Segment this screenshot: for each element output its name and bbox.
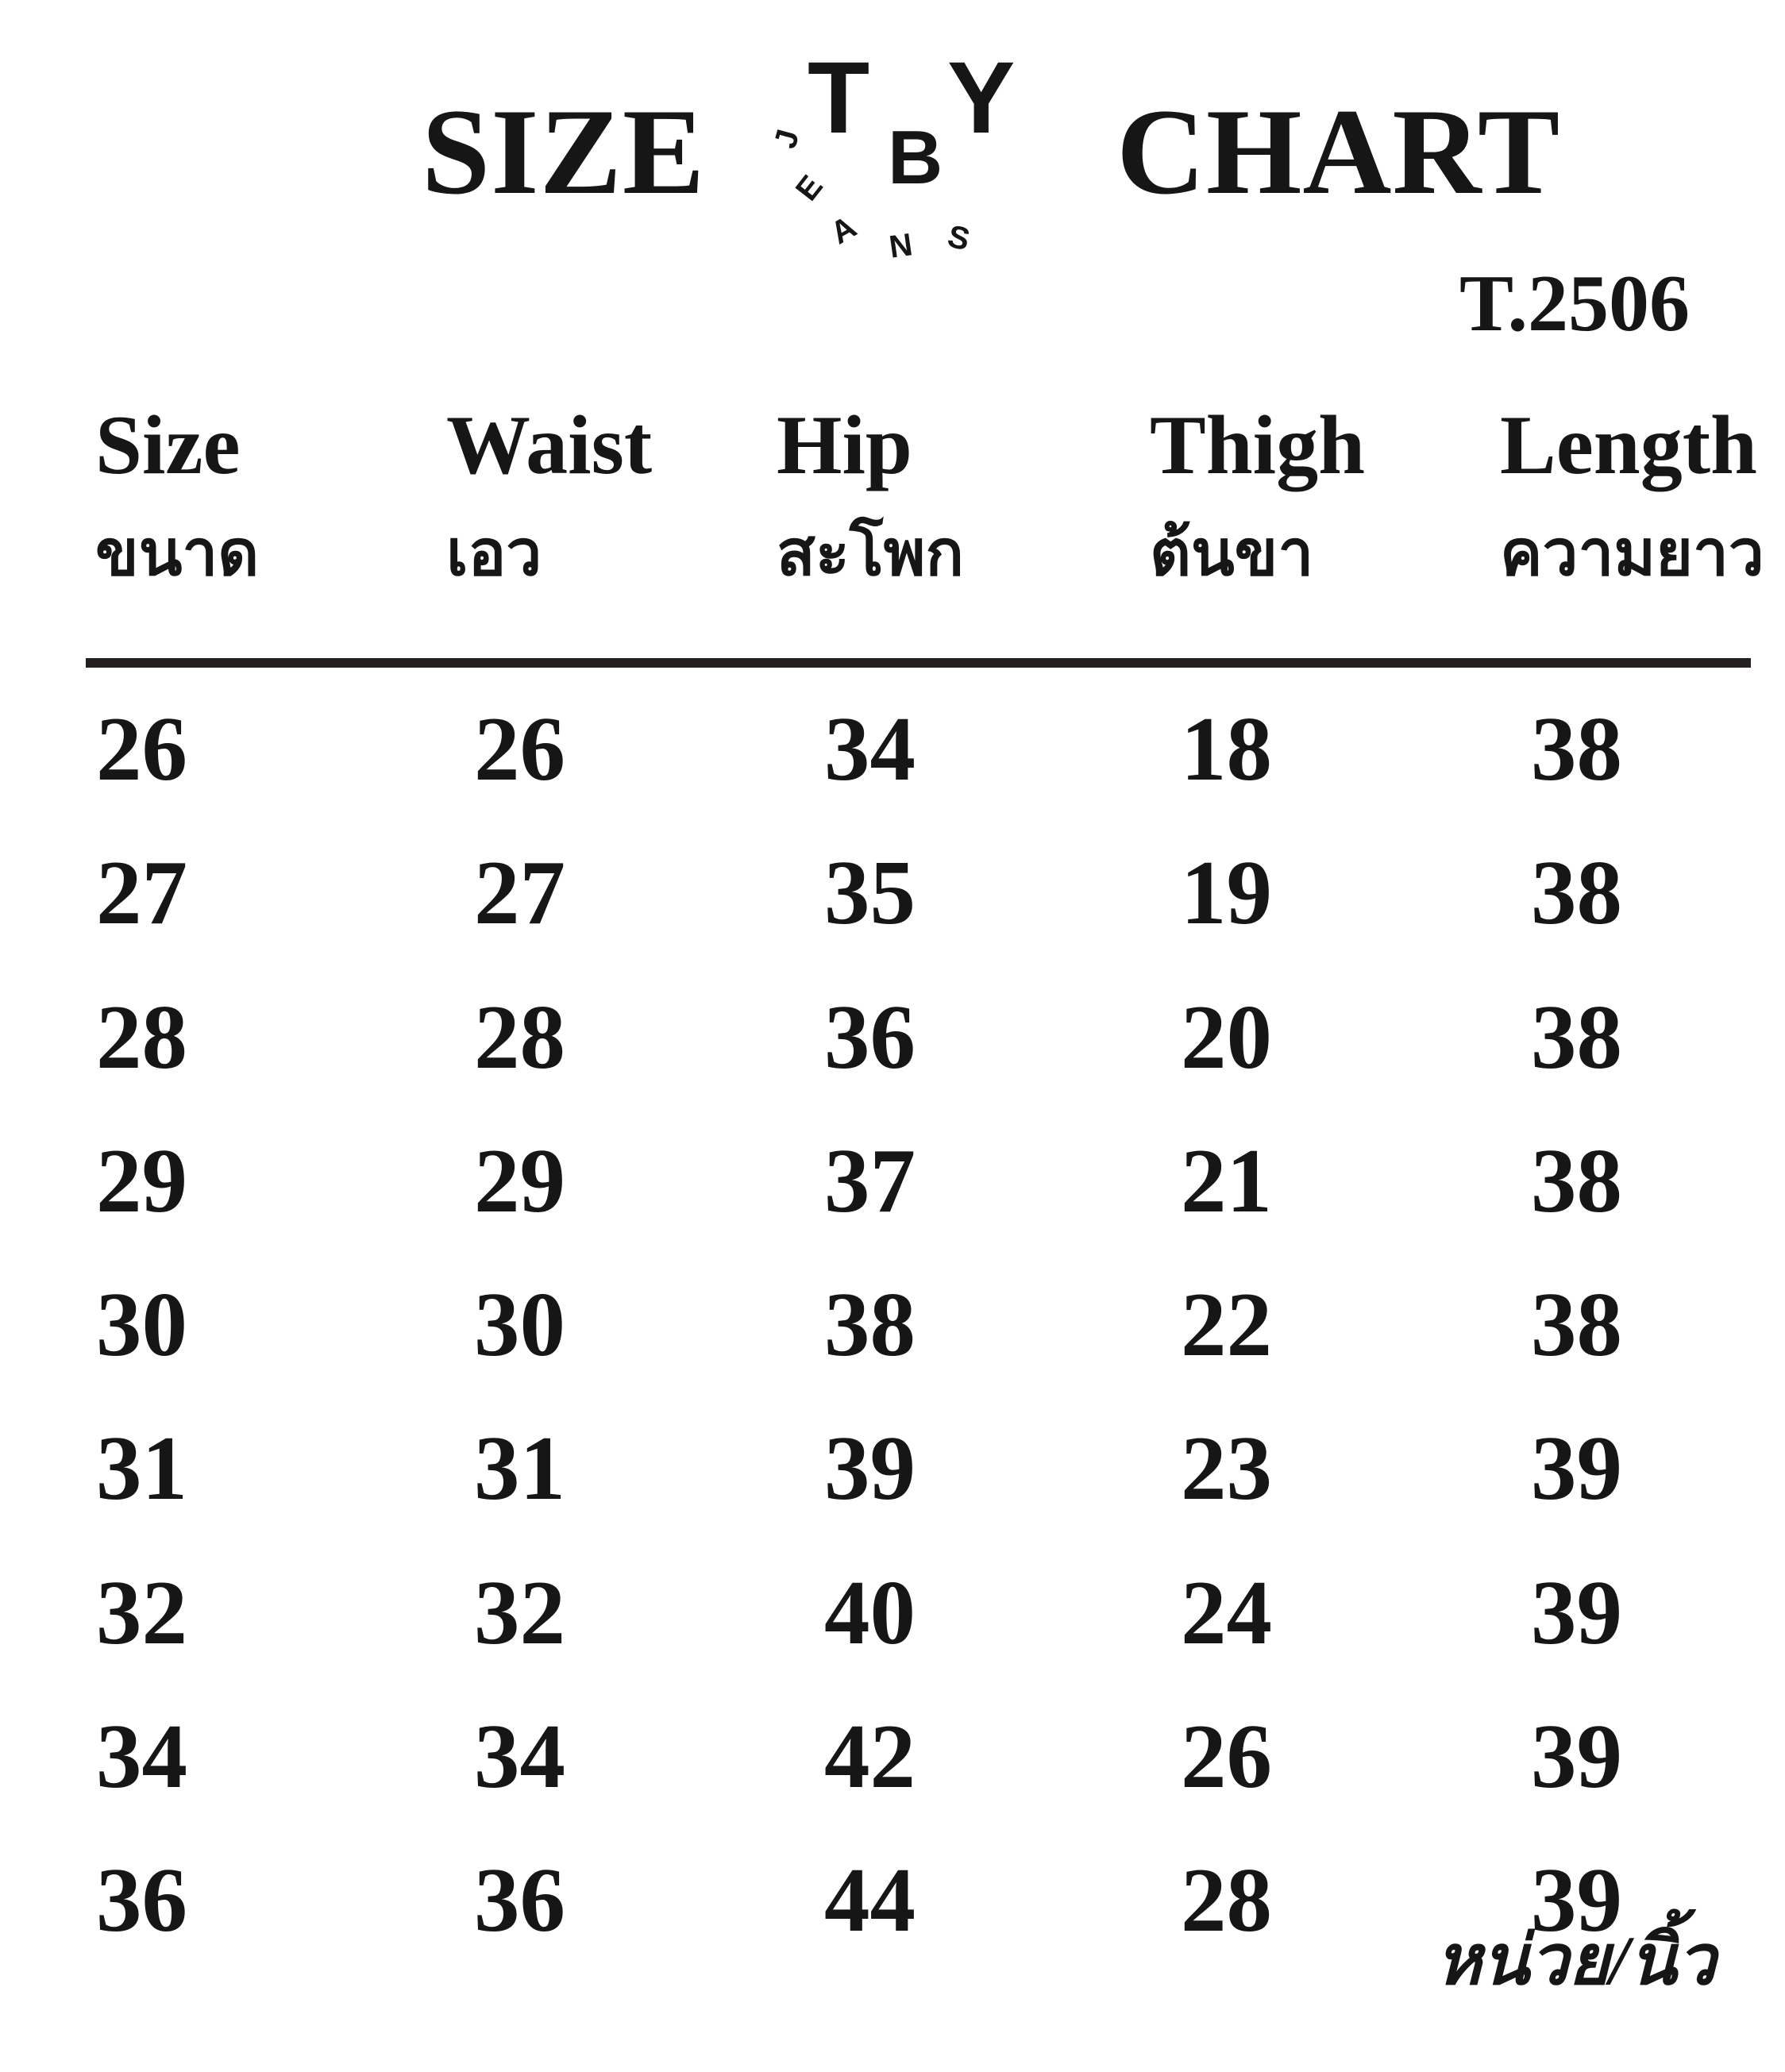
column-header-thigh-th: ต้นขา xyxy=(1150,519,1314,589)
cell: 28 xyxy=(474,986,565,1088)
model-code: T.2506 xyxy=(1459,259,1690,349)
cell: 38 xyxy=(1531,842,1622,944)
table-row xyxy=(96,842,1756,991)
cell: 42 xyxy=(824,1706,916,1808)
column-header-size-th: ขนาด xyxy=(95,519,260,589)
table-row xyxy=(96,986,1756,1135)
column-header-length-en: Length xyxy=(1500,399,1757,491)
header-divider-line xyxy=(86,658,1751,668)
cell: 39 xyxy=(1531,1850,1622,1951)
column-header-waist-en: Waist xyxy=(446,399,653,491)
logo-arc-letter-j: J xyxy=(767,125,807,152)
cell: 34 xyxy=(474,1706,565,1808)
cell: 38 xyxy=(1531,1274,1622,1376)
column-header-length xyxy=(1500,399,1764,594)
cell: 38 xyxy=(1531,1130,1622,1231)
table-row xyxy=(96,1130,1756,1279)
cell: 26 xyxy=(1181,1706,1272,1808)
logo-letter-t: T xyxy=(808,41,870,155)
cell: 32 xyxy=(96,1562,187,1663)
cell: 34 xyxy=(824,699,916,799)
column-header-hip-en: Hip xyxy=(777,399,912,491)
title-size-word: SIZE xyxy=(422,83,706,220)
cell: 37 xyxy=(824,1130,916,1231)
unit-note: หน่วย/นิ้ว xyxy=(1435,1923,1716,2000)
cell: 35 xyxy=(824,842,916,944)
cell: 36 xyxy=(96,1850,187,1951)
cell: 27 xyxy=(474,842,565,944)
table-row xyxy=(96,699,1756,847)
cell: 38 xyxy=(824,1274,916,1376)
cell: 38 xyxy=(1531,986,1622,1088)
cell: 34 xyxy=(96,1706,187,1808)
cell: 31 xyxy=(474,1418,565,1519)
table-row xyxy=(96,1418,1756,1566)
cell: 27 xyxy=(96,842,187,944)
table-row xyxy=(96,1274,1756,1423)
cell: 39 xyxy=(824,1418,916,1519)
logo-arc-letter-s: S xyxy=(944,218,973,258)
table-header-row xyxy=(95,399,1764,594)
column-header-thigh xyxy=(1150,399,1500,594)
cell: 39 xyxy=(1531,1418,1622,1519)
cell: 38 xyxy=(1531,699,1622,799)
cell: 29 xyxy=(474,1130,565,1231)
cell: 29 xyxy=(96,1130,187,1231)
column-header-size xyxy=(95,399,446,594)
tby-jeans-logo xyxy=(754,32,1040,270)
cell: 22 xyxy=(1181,1274,1272,1376)
table-body xyxy=(96,699,1756,1999)
column-header-thigh-en: Thigh xyxy=(1150,399,1366,491)
cell: 20 xyxy=(1181,986,1272,1088)
cell: 21 xyxy=(1181,1130,1272,1231)
column-header-waist-th: เอว xyxy=(446,519,542,589)
table-row xyxy=(96,1562,1756,1711)
cell: 39 xyxy=(1531,1562,1622,1663)
logo-arc-letter-e: E xyxy=(788,168,830,208)
column-header-length-th: ความยาว xyxy=(1500,519,1764,589)
column-header-waist xyxy=(446,399,777,594)
logo-letter-b: B xyxy=(888,115,943,200)
cell: 39 xyxy=(1531,1706,1622,1808)
cell: 31 xyxy=(96,1418,187,1519)
table-row xyxy=(96,1706,1756,1854)
cell: 26 xyxy=(474,699,565,799)
title-chart-word: CHART xyxy=(1116,83,1561,220)
cell: 28 xyxy=(1181,1850,1272,1951)
cell: 23 xyxy=(1181,1418,1272,1519)
logo-arc-letter-a: A xyxy=(824,209,862,252)
cell: 19 xyxy=(1181,842,1272,944)
column-header-size-en: Size xyxy=(95,399,241,491)
cell: 36 xyxy=(824,986,916,1088)
cell: 28 xyxy=(96,986,187,1088)
column-header-hip-th: สะโพก xyxy=(777,519,964,589)
cell: 24 xyxy=(1181,1562,1272,1663)
cell: 18 xyxy=(1181,699,1272,799)
logo-letter-y: Y xyxy=(947,41,1016,155)
column-header-hip xyxy=(777,399,1150,594)
cell: 40 xyxy=(824,1562,916,1663)
logo-arc-letter-n: N xyxy=(887,227,915,265)
cell: 36 xyxy=(474,1850,565,1951)
cell: 30 xyxy=(474,1274,565,1376)
cell: 26 xyxy=(96,699,187,799)
cell: 30 xyxy=(96,1274,187,1376)
cell: 32 xyxy=(474,1562,565,1663)
cell: 44 xyxy=(824,1850,916,1951)
